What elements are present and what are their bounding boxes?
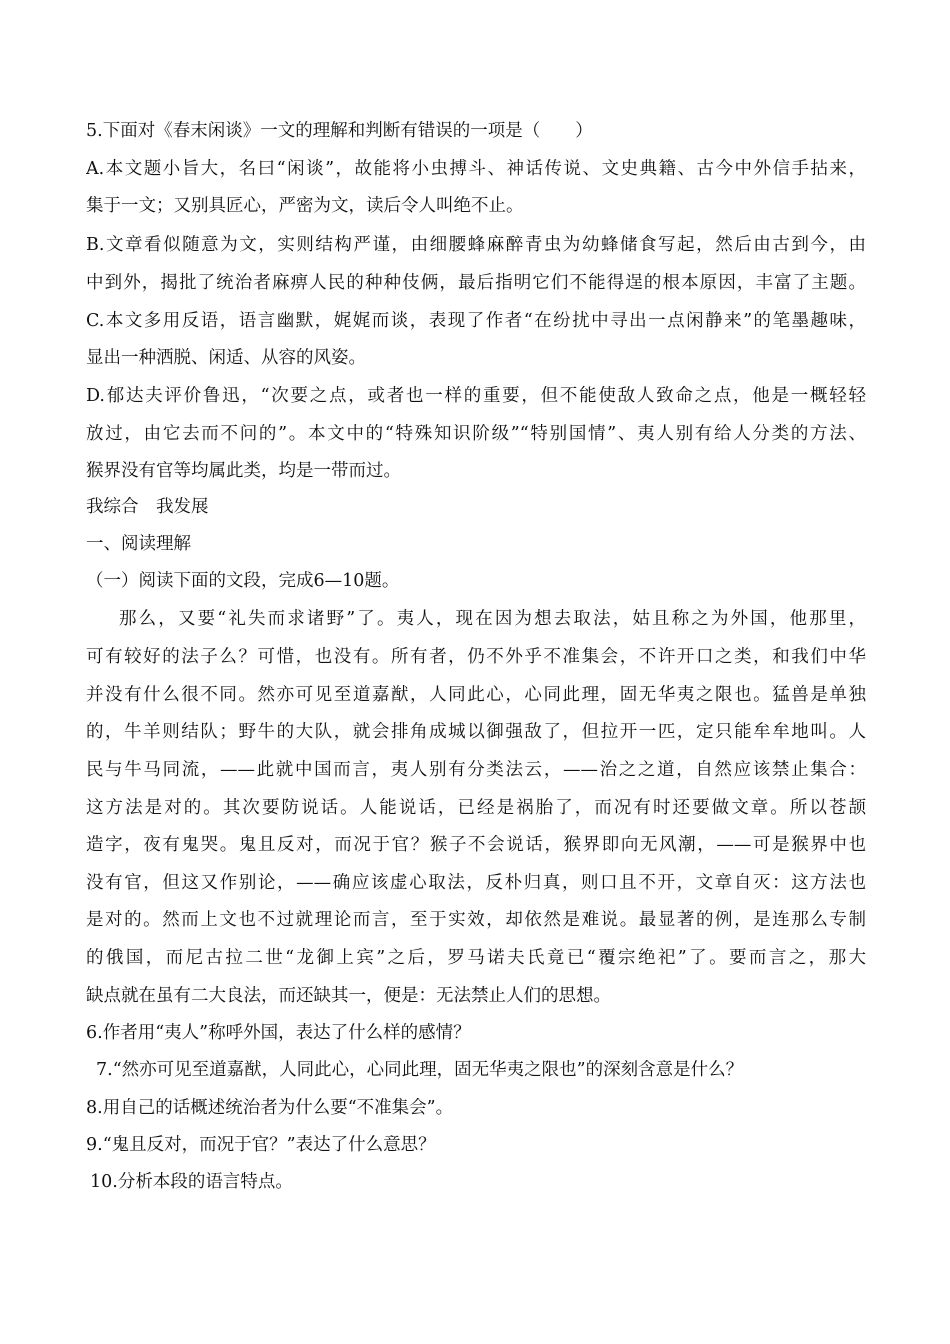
- section-heading: 我综合 我发展: [86, 497, 209, 517]
- question-8: 8.用自己的话概述统治者为什么要“不准集会”。: [86, 1098, 454, 1118]
- passage-line-11: 缺点就在虽有二大良法，而还缺其一，便是：无法禁止人们的思想。: [86, 986, 611, 1006]
- passage-line-8: 没有官，但这又作别论，——确应该虚心取法，反朴归真，则口且不开，文章自灭：这方法也: [86, 873, 866, 893]
- option-d-line-2: 放过，由它去而不问的”。本文中的“特殊知识阶级”“特别国情”、夷人别有给人分类的方法、: [86, 424, 866, 444]
- option-d-line-3: 猴界没有官等均属此类，均是一带而过。: [86, 461, 401, 481]
- question-9: 9.“鬼且反对，而况于官？”表达了什么意思？: [86, 1135, 436, 1155]
- passage-line-5: 民与牛马同流，——此就中国而言，夷人别有分类法云，——治之之道，自然应该禁止集合：: [86, 760, 866, 780]
- passage-line-6: 这方法是对的。其次要防说话。人能说话，已经是祸胎了，而况有时还要做文章。所以苍颉: [86, 798, 866, 818]
- passage-line-7: 造字，夜有鬼哭。鬼且反对，而况于官？猴子不会说话，猴界即向无风潮，——可是猴界中也: [86, 835, 866, 855]
- option-c-line-2: 显出一种洒脱、闲适、从容的风姿。: [86, 348, 366, 368]
- option-b-line-2: 中到外，揭批了统治者麻痹人民的种种伎俩，最后指明它们不能得逞的根本原因，丰富了主题。: [86, 273, 866, 293]
- passage-line-9: 是对的。然而上文也不过就理论而言，至于实效，却依然是难说。最显著的例，是连那么专制: [86, 910, 866, 930]
- question-7: 7.“然亦可见至道嘉猷，人同此心，心同此理，固无华夷之限也”的深刻含意是什么？: [96, 1060, 744, 1080]
- sub-title: （一）阅读下面的文段，完成6—10题。: [86, 571, 400, 591]
- option-d-line-1: D.郁达夫评价鲁迅，“次要之点，或者也一样的重要，但不能使敌人致命之点，他是一概轻轻: [86, 386, 866, 406]
- passage-line-2: 可有较好的法子么？可惜，也没有。所有者，仍不外乎不准集会，不许开口之类，和我们中华: [86, 647, 866, 667]
- part-title: 一、阅读理解: [86, 534, 191, 554]
- option-a-line-1: A.本文题小旨大，名曰“闲谈”，故能将小虫搏斗、神话传说、文史典籍、古今中外信手拈来，: [86, 159, 866, 179]
- passage-line-1: 那么，又要“礼失而求诸野”了。夷人，现在因为想去取法，姑且称之为外国，他那里，: [119, 609, 866, 629]
- passage-line-10: 的俄国，而尼古拉二世“龙御上宾”之后，罗马诺夫氏竟已“覆宗绝祀”了。要而言之，那大: [86, 948, 866, 968]
- question-10: 10.分析本段的语言特点。: [90, 1172, 293, 1192]
- passage-line-3: 并没有什么很不同。然亦可见至道嘉猷，人同此心，心同此理，固无华夷之限也。猛兽是单独: [86, 685, 866, 705]
- passage-line-4: 的，牛羊则结队；野牛的大队，就会排角成城以御强敌了，但拉开一匹，定只能牟牟地叫。人: [86, 722, 866, 742]
- question-6: 6.作者用“夷人”称呼外国，表达了什么样的感情？: [86, 1023, 471, 1043]
- question-5-stem: 5.下面对《春末闲谈》一文的理解和判断有错误的一项是（ ）: [86, 121, 593, 141]
- option-c-line-1: C.本文多用反语，语言幽默，娓娓而谈，表现了作者“在纷扰中寻出一点闲静来”的笔墨趣味，: [86, 311, 866, 331]
- option-b-line-1: B.文章看似随意为文，实则结构严谨，由细腰蜂麻醉青虫为幼蜂储食写起，然后由古到今，由: [86, 235, 866, 255]
- option-a-line-2: 集于一文；又别具匠心，严密为文，读后令人叫绝不止。: [86, 196, 524, 216]
